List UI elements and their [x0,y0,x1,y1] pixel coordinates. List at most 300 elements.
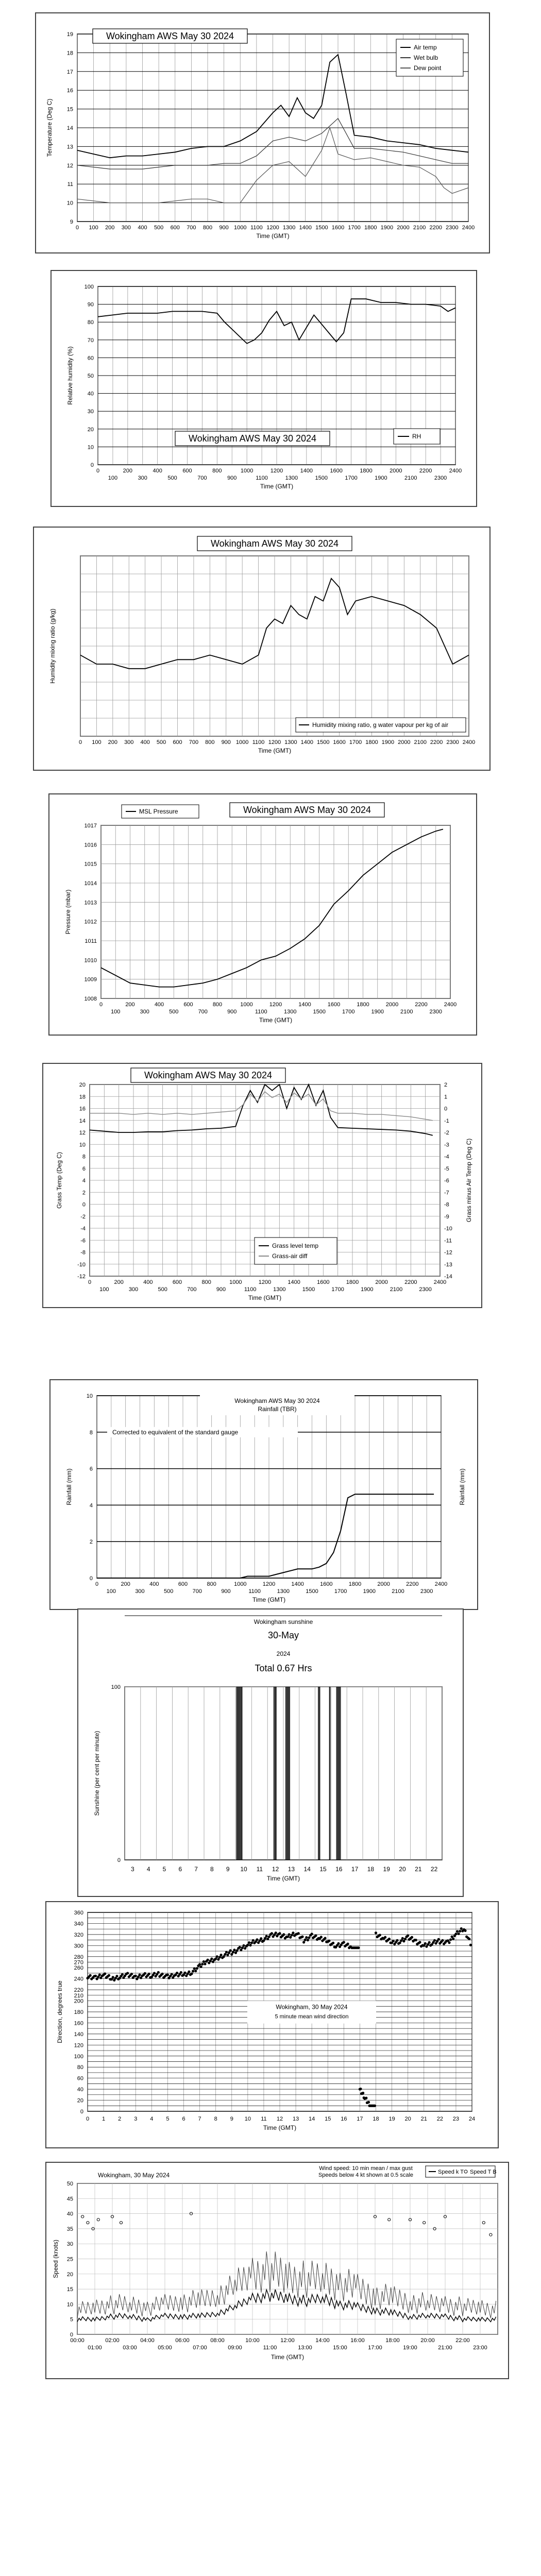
x-tick-label: 500 [163,1588,174,1595]
x-tick-label: 500 [156,739,166,745]
y-tick-label: 20 [77,2097,83,2104]
mixing-ratio-chart [33,527,491,771]
direction-point [242,1944,245,1947]
direction-point [134,1975,137,1977]
y-tick-label: 1011 [84,938,97,944]
legend-label: RH [412,433,421,440]
direction-point [297,1932,300,1935]
y-tick-label: 0 [70,2332,73,2338]
x-tick-label: 1500 [315,475,328,481]
x-tick-label: 10 [244,2116,251,2122]
legend-label: Grass level temp [272,1242,319,1249]
direction-point [183,1972,186,1974]
x-tick-label: 1900 [371,1009,384,1015]
direction-point [112,1976,114,1978]
x-tick-label: 900 [219,225,229,231]
chart-year: 2024 [276,1650,291,1657]
y-right-tick-label: -11 [444,1238,452,1244]
x-tick-label: 01:00 [88,2345,102,2351]
x-tick-label: 100 [111,1009,121,1015]
direction-point [428,1941,431,1944]
direction-point [305,1936,308,1939]
x-tick-label: 1700 [334,1588,347,1595]
x-tick-label: 15 [319,1866,327,1873]
x-tick-label: 1100 [255,1009,267,1015]
direction-point [270,1932,273,1935]
x-tick-label: 500 [167,475,177,481]
y-tick-label: 2 [89,1539,93,1546]
x-tick-label: 2200 [404,1279,417,1285]
y-tick-label: 4 [82,1178,86,1184]
direction-point [207,1959,209,1961]
x-tick-label: 17 [351,1866,359,1873]
y-tick-label: 240 [74,1976,83,1982]
direction-point [161,1973,163,1975]
chart-total: Total 0.67 Hrs [255,1663,312,1673]
x-tick-label: 1000 [229,1279,242,1285]
x-tick-label: 900 [227,1009,237,1015]
direction-point [441,1939,444,1942]
x-tick-label: 03:00 [123,2345,137,2351]
x-tick-label: 500 [154,225,164,231]
x-tick-label: 16:00 [350,2337,365,2344]
x-tick-label: 100 [89,225,98,231]
x-tick-label: 800 [205,739,215,745]
x-tick-label: 11:00 [263,2345,277,2351]
y-axis-label: Temperature (Deg C) [46,98,53,157]
direction-point [415,1939,417,1941]
direction-point [375,1931,377,1934]
direction-point [324,1937,326,1939]
direction-point [407,1934,409,1937]
x-tick-label: 1300 [273,1286,286,1293]
legend-label: Air temp [414,44,437,51]
x-axis-label: Time (GMT) [252,1596,286,1603]
x-tick-label: 700 [192,1588,202,1595]
x-tick-label: 1100 [248,1588,261,1595]
x-tick-label: 2000 [377,1581,390,1587]
direction-point [452,1938,454,1940]
direction-point [260,1937,262,1940]
y-tick-label: 18 [79,1094,86,1100]
x-tick-label: 300 [138,475,147,481]
rainfall-chart [49,1379,478,1610]
x-tick-label: 1600 [330,468,343,474]
x-tick-label: 9 [230,2116,233,2122]
x-tick-label: 1200 [270,468,283,474]
x-tick-label: 18 [367,1866,375,1873]
x-tick-label: 1800 [348,1581,362,1587]
x-tick-label: 200 [114,1279,124,1285]
y-tick-label: 10 [66,200,73,207]
y-tick-label: 320 [74,1931,83,1938]
y-tick-label: 10 [87,444,94,451]
y-tick-label: 4 [89,1502,93,1509]
x-tick-label: 9 [226,1866,230,1873]
x-tick-label: 10 [240,1866,247,1873]
x-tick-label: 200 [123,468,133,474]
x-tick-label: 22:00 [455,2337,470,2344]
direction-point [367,2101,370,2104]
x-tick-label: 400 [154,1002,164,1008]
x-tick-label: 1900 [361,1286,374,1293]
y-tick-label: 70 [87,337,94,344]
x-tick-label: 2400 [434,1581,448,1587]
x-tick-label: 2200 [429,225,442,231]
x-tick-label: 600 [172,1279,182,1285]
x-tick-label: 0 [75,225,79,231]
direction-point [437,1938,440,1941]
direction-point [246,1944,249,1946]
x-tick-label: 1400 [291,1581,304,1587]
x-tick-label: 06:00 [175,2337,190,2344]
chart-subtitle: Rainfall (TBR) [258,1405,297,1413]
humidity-chart-svg [52,271,476,506]
chart-annotation: Corrected to equivalent of the standard gauge [112,1428,239,1436]
direction-point [328,1939,330,1942]
x-tick-label: 0 [78,739,82,745]
y-tick-label: 0 [80,2109,83,2115]
x-tick-label: 2300 [429,1009,442,1015]
x-tick-label: 13:00 [298,2345,312,2351]
y-tick-label: 360 [74,1910,83,1916]
x-tick-label: 6 [182,2116,185,2122]
y-tick-label: 60 [87,355,94,362]
x-axis-label: Time (GMT) [260,483,294,490]
x-tick-label: 0 [88,1279,92,1285]
x-tick-label: 1900 [363,1588,376,1595]
x-tick-label: 1800 [364,225,377,231]
y-tick-label: 340 [74,1921,83,1927]
y-axis-label: Speed (knots) [52,2240,59,2278]
x-tick-label: 2300 [419,1286,432,1293]
x-tick-label: 1300 [285,475,298,481]
direction-point [171,1973,173,1975]
wind-direction-chart-svg [46,1902,498,2147]
x-tick-label: 05:00 [158,2345,172,2351]
x-tick-label: 8 [214,2116,217,2122]
direction-point [311,1933,313,1935]
x-tick-label: 5 [166,2116,170,2122]
direction-point [176,1972,178,1974]
direction-point [424,1942,427,1945]
direction-point [456,1930,459,1933]
x-tick-label: 2100 [404,475,417,481]
y-tick-label: 11 [67,181,73,188]
x-tick-label: 0 [96,468,100,474]
x-tick-label: 24 [468,2116,476,2122]
direction-point [337,1942,340,1945]
x-tick-label: 1600 [331,225,345,231]
x-tick-label: 1400 [288,1279,300,1285]
wind-speed-chart-svg [46,2163,508,2378]
x-axis-label: Time (GMT) [259,1016,293,1024]
x-tick-label: 8 [210,1866,214,1873]
x-tick-label: 6 [178,1866,182,1873]
rainfall-chart-svg [50,1380,477,1609]
x-tick-label: 300 [135,1588,145,1595]
direction-point [121,1973,124,1976]
x-tick-label: 13 [288,1866,295,1873]
direction-point [202,1960,205,1963]
direction-point [362,2092,364,2094]
y-axis-label: Humidity mixing ratio (g/kg) [49,608,56,684]
direction-point [248,1941,250,1944]
x-tick-label: 1400 [300,739,314,745]
direction-point [190,1972,193,1975]
x-tick-label: 2300 [446,739,459,745]
x-tick-label: 200 [105,225,115,231]
x-tick-label: 2100 [413,225,426,231]
direction-point [359,2088,362,2090]
direction-point [196,1967,198,1970]
x-tick-label: 100 [106,1588,116,1595]
y-axis-label: Sunshine (per cent per minute) [93,1731,100,1816]
direction-point [210,1957,213,1960]
x-tick-label: 2400 [449,468,462,474]
x-tick-label: 18:00 [385,2337,400,2344]
direction-point [198,1963,201,1965]
y-right-axis-label: Rainfall (mm) [459,1468,466,1505]
y-right-tick-label: 2 [444,1082,448,1088]
x-tick-label: 4 [146,1866,150,1873]
x-tick-label: 4 [150,2116,154,2122]
x-tick-label: 21 [420,2116,427,2122]
y-tick-label: 1012 [84,919,97,925]
x-tick-label: 1600 [327,1002,341,1008]
grass-temp-chart-svg [43,1064,481,1307]
x-tick-label: 20:00 [420,2337,435,2344]
x-tick-label: 300 [124,739,134,745]
y-tick-label: 45 [66,2196,73,2202]
x-tick-label: 900 [227,475,237,481]
x-tick-label: 19 [383,1866,390,1873]
x-tick-label: 1600 [317,1279,330,1285]
y-tick-label: 6 [89,1466,93,1472]
x-tick-label: 16 [341,2116,347,2122]
x-tick-label: 1500 [315,225,328,231]
x-tick-label: 900 [221,1588,231,1595]
y-tick-label: 20 [66,2271,73,2278]
x-tick-label: 1300 [277,1588,290,1595]
mixing-ratio-chart-svg [34,528,489,770]
x-tick-label: 0 [86,2116,90,2122]
x-tick-label: 700 [189,739,199,745]
direction-point [201,1963,204,1965]
direction-point [216,1955,218,1958]
y-tick-label: 20 [79,1082,86,1088]
x-tick-label: 2100 [414,739,427,745]
y-tick-label: 8 [82,1154,86,1160]
direction-point [379,1934,381,1936]
chart-title: Wokingham AWS May 30 2024 [144,1070,273,1080]
direction-point [374,2105,376,2107]
x-tick-label: 1000 [234,225,247,231]
x-tick-label: 700 [197,475,207,481]
direction-point [302,1941,305,1943]
x-tick-label: 2100 [392,1588,404,1595]
y-tick-label: 15 [66,2286,73,2293]
direction-point [301,1936,303,1938]
direction-point [357,1946,360,1949]
x-tick-label: 0 [95,1581,99,1587]
x-tick-label: 0 [99,1002,103,1008]
legend-label: Dew point [414,64,442,72]
y-tick-label: 1013 [84,900,97,906]
chart-title: Wokingham AWS May 30 2024 [188,433,317,444]
x-tick-label: 700 [187,225,196,231]
y-tick-label: 14 [79,1117,86,1124]
direction-point [194,1970,197,1972]
y-tick-label: 0 [82,1201,86,1208]
y-tick-label: 1008 [84,996,97,1002]
x-tick-label: 12 [272,1866,279,1873]
y-tick-label: -2 [80,1213,86,1220]
x-tick-label: 1900 [380,225,394,231]
x-tick-label: 2300 [434,475,447,481]
legend-label: Grass-air diff [272,1252,308,1260]
direction-point [229,1949,232,1952]
direction-point [320,1936,323,1938]
y-tick-label: 140 [74,2031,83,2038]
y-tick-label: 0 [90,462,94,468]
pressure-chart-svg [49,794,476,1035]
y-tick-label: -4 [80,1226,86,1232]
y-tick-label: 12 [66,162,73,169]
y-tick-label: 16 [79,1106,86,1112]
direction-point [157,1971,160,1974]
x-tick-label: 2200 [406,1581,419,1587]
x-tick-label: 10:00 [245,2337,260,2344]
x-tick-label: 400 [149,1581,159,1587]
direction-point [166,1974,169,1976]
x-tick-label: 1800 [346,1279,359,1285]
x-tick-label: 1500 [302,1286,315,1293]
direction-point [454,1933,457,1935]
direction-point [148,1973,150,1975]
x-tick-label: 17 [357,2116,363,2122]
legend-label: Wet bulb [414,54,438,61]
chart-subtitle: 30-May [267,1630,299,1640]
x-tick-label: 20 [404,2116,411,2122]
y-tick-label: 90 [87,301,94,308]
y-right-tick-label: -13 [444,1261,452,1268]
y-tick-label: 9 [70,219,73,225]
x-tick-label: 100 [108,475,118,481]
direction-point [464,1929,466,1932]
x-tick-label: 23:00 [473,2345,487,2351]
x-tick-label: 1000 [235,739,249,745]
x-tick-label: 300 [128,1286,139,1293]
x-tick-label: 14 [303,1866,311,1873]
x-tick-label: 1100 [252,739,265,745]
x-tick-label: 300 [121,225,131,231]
direction-point [396,1939,398,1942]
x-tick-label: 2300 [446,225,459,231]
direction-point [130,1973,133,1975]
x-tick-label: 13 [292,2116,299,2122]
x-tick-label: 600 [182,468,192,474]
y-right-tick-label: -14 [444,1274,452,1280]
y-tick-label: 30 [66,2241,73,2248]
legend-box [255,1238,337,1264]
y-tick-label: 200 [74,1998,83,2005]
y-tick-label: 15 [66,106,73,113]
x-tick-label: 1500 [313,1009,326,1015]
direction-point [457,1933,460,1935]
x-tick-label: 1700 [331,1286,344,1293]
y-tick-label: 2 [82,1190,86,1196]
legend-label: MSL Pressure [139,808,178,815]
direction-point [292,1931,294,1934]
direction-point [108,1974,110,1977]
x-tick-label: 1000 [240,468,253,474]
x-tick-label: 400 [153,468,162,474]
y-tick-label: 260 [74,1965,83,1972]
wind-direction-chart [45,1901,499,2148]
x-tick-label: 1000 [234,1581,247,1587]
legend-label: Speed T B [470,2169,497,2175]
direction-point [401,1937,404,1940]
y-right-tick-label: -6 [444,1178,449,1184]
y-right-tick-label: 0 [444,1106,448,1112]
sunshine-chart [77,1608,464,1897]
x-tick-label: 100 [99,1286,109,1293]
x-axis-label: Time (GMT) [270,2353,305,2361]
direction-point [343,1941,345,1943]
direction-point [282,1933,285,1936]
y-tick-label: 5 [70,2316,73,2323]
y-tick-label: 1015 [84,861,97,868]
y-tick-label: 50 [66,2181,73,2187]
x-tick-label: 1900 [381,739,395,745]
x-tick-label: 600 [183,1002,193,1008]
x-tick-label: 2000 [398,739,411,745]
x-tick-label: 3 [134,2116,138,2122]
direction-point [332,1942,334,1944]
x-tick-label: 11 [261,2116,267,2122]
x-tick-label: 400 [140,739,150,745]
x-tick-label: 12 [276,2116,283,2122]
direction-point [307,1939,309,1941]
x-tick-label: 1600 [320,1581,333,1587]
x-axis-label: Time (GMT) [258,747,292,754]
direction-point [200,1965,202,1968]
chart-note: Speeds below 4 kt shown at 0.5 scale [318,2172,414,2178]
x-tick-label: 23 [452,2116,460,2122]
y-tick-label: 0 [117,1857,121,1863]
x-tick-label: 1100 [256,475,268,481]
x-tick-label: 07:00 [193,2345,207,2351]
y-right-axis-label: Grass minus Air Temp (Deg C) [465,1138,472,1223]
y-tick-label: 210 [74,1992,83,1999]
grass-temp-chart [42,1063,482,1308]
y-tick-label: 1017 [84,823,97,829]
x-tick-label: 2300 [420,1588,433,1595]
y-tick-label: 6 [82,1165,86,1172]
x-tick-label: 800 [201,1279,211,1285]
direction-point [308,1936,310,1939]
x-tick-label: 500 [158,1286,167,1293]
x-tick-label: 2000 [385,1002,399,1008]
x-tick-label: 2200 [415,1002,428,1008]
y-tick-label: 8 [89,1429,93,1436]
x-tick-label: 04:00 [140,2337,155,2344]
y-tick-label: 300 [74,1943,83,1950]
direction-point [188,1970,190,1973]
y-tick-label: 30 [87,409,94,415]
chart-subtitle: 5 minute mean wind direction [275,2013,349,2020]
